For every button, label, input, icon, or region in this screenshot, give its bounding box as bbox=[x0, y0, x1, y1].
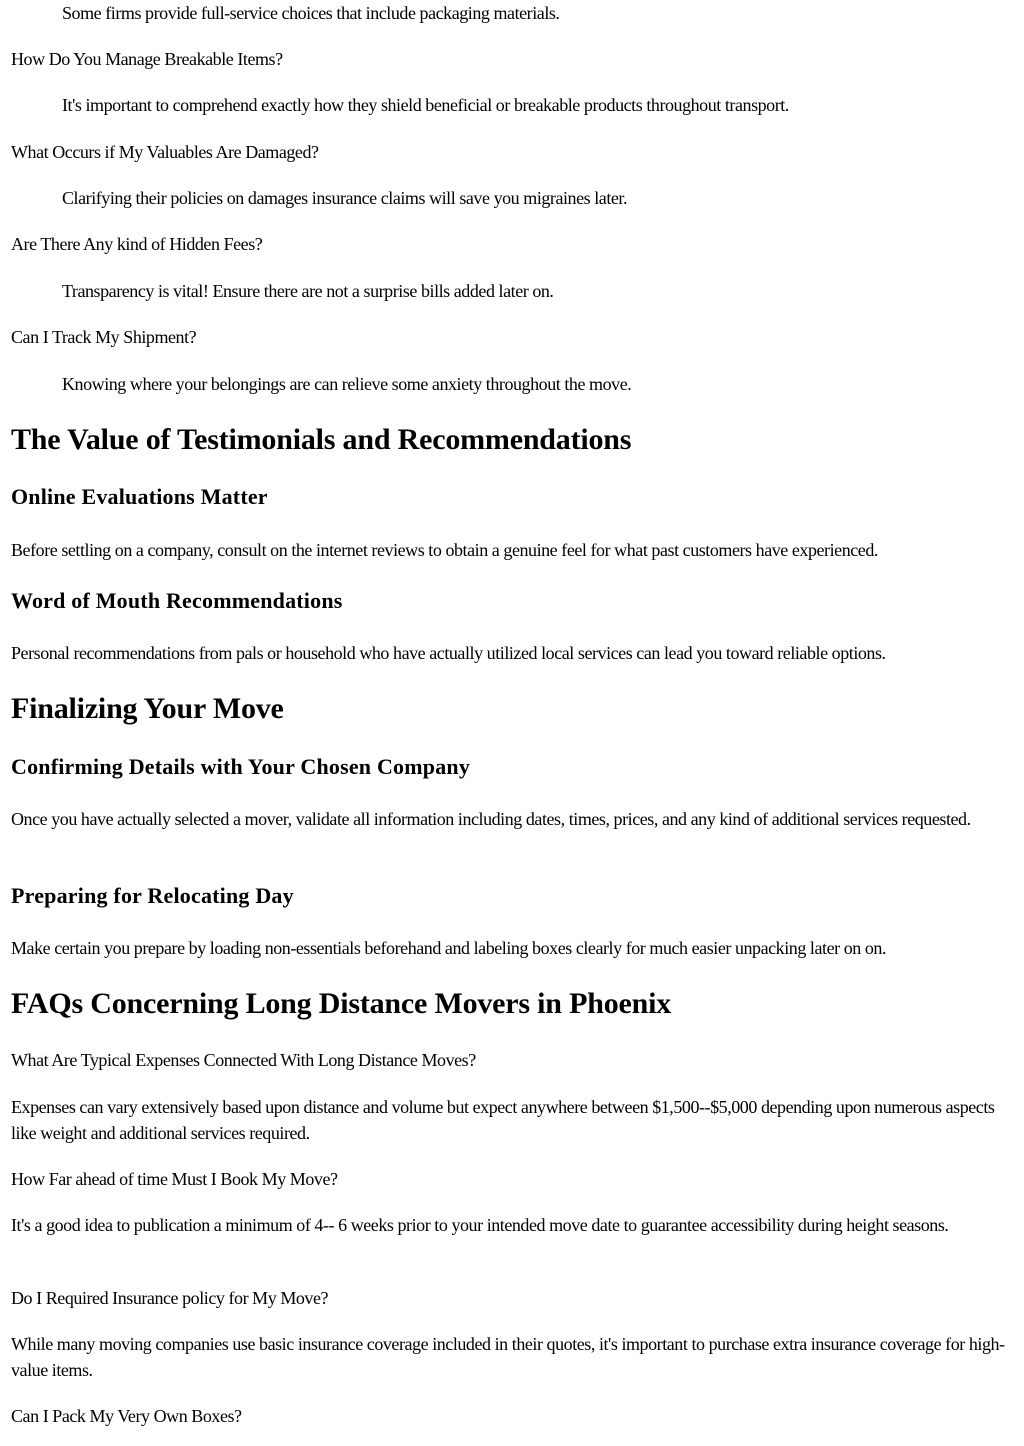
paragraph-preparing-day: Make certain you prepare by loading non-essentials beforehand and labeling boxes clearly for much easier unpacking later on on. bbox=[11, 938, 887, 958]
section-heading-testimonials: The Value of Testimonials and Recommendations bbox=[11, 423, 632, 456]
faq-question: How Far ahead of time Must I Book My Move? bbox=[11, 1169, 338, 1189]
paragraph-confirming-details: Once you have actually selected a mover, validate all information including dates, times, prices, and any kind of additional services requested. bbox=[11, 809, 971, 829]
qa-question: Are There Any kind of Hidden Fees? bbox=[11, 234, 263, 254]
faq-question: Do I Required Insurance policy for My Move? bbox=[11, 1288, 329, 1308]
subheading-preparing-day: Preparing for Relocating Day bbox=[11, 883, 294, 908]
subheading-confirming-details: Confirming Details with Your Chosen Company bbox=[11, 754, 471, 779]
faq-question: Can I Pack My Very Own Boxes? bbox=[11, 1406, 242, 1426]
qa-answer: Clarifying their policies on damages insurance claims will save you migraines later. bbox=[62, 188, 628, 208]
paragraph-word-of-mouth: Personal recommendations from pals or household who have actually utilized local services can lead you toward reliable options. bbox=[11, 643, 886, 663]
faq-question: What Are Typical Expenses Connected With Long Distance Moves? bbox=[11, 1050, 476, 1070]
subheading-online-evaluations: Online Evaluations Matter bbox=[11, 484, 268, 509]
qa-answer: Transparency is vital! Ensure there are not a surprise bills added later on. bbox=[62, 281, 554, 301]
qa-question: How Do You Manage Breakable Items? bbox=[11, 49, 283, 69]
faq-answer: While many moving companies use basic insurance coverage included in their quotes, it's important to purchase extra insurance coverage for high-value items. bbox=[11, 1334, 1005, 1380]
qa-question: Can I Track My Shipment? bbox=[11, 327, 197, 347]
section-heading-finalizing: Finalizing Your Move bbox=[11, 692, 284, 725]
qa-question: What Occurs if My Valuables Are Damaged? bbox=[11, 142, 319, 162]
paragraph-online-evaluations: Before settling on a company, consult on the internet reviews to obtain a genuine feel for what past customers have experienced. bbox=[11, 540, 878, 560]
faq-answer: It's a good idea to publication a minimum of 4-- 6 weeks prior to your intended move date to guarantee accessibility during height seasons. bbox=[11, 1215, 949, 1235]
qa-answer: Knowing where your belongings are can relieve some anxiety throughout the move. bbox=[62, 374, 632, 394]
qa-answer: Some firms provide full-service choices that include packaging materials. bbox=[62, 3, 560, 23]
subheading-word-of-mouth: Word of Mouth Recommendations bbox=[11, 588, 343, 613]
faq-answer: Expenses can vary extensively based upon distance and volume but expect anywhere between $1,500--$5,000 depending upon numerous aspects like weight and additional services required. bbox=[11, 1097, 995, 1143]
qa-answer: It's important to comprehend exactly how they shield beneficial or breakable products throughout transport. bbox=[62, 95, 789, 115]
section-heading-faqs: FAQs Concerning Long Distance Movers in Phoenix bbox=[11, 987, 672, 1020]
